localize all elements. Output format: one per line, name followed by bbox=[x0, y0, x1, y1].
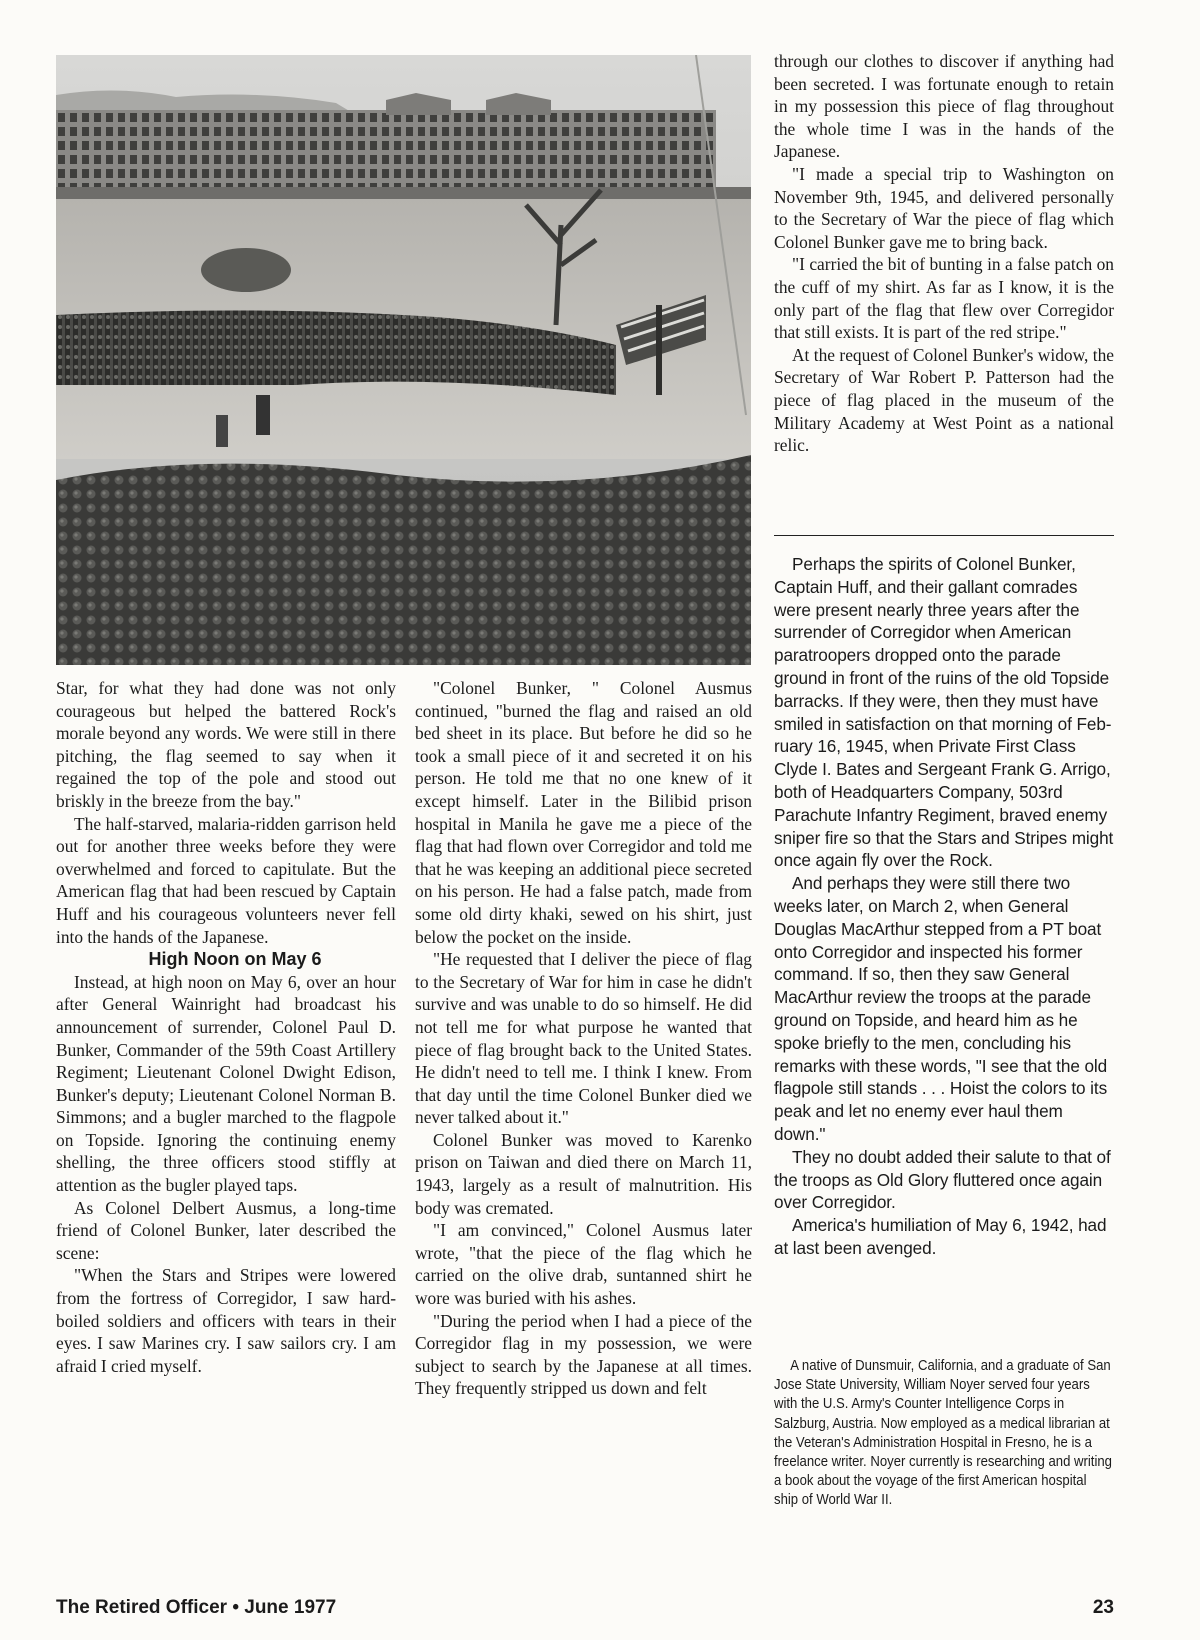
closing-paragraph: America's humiliation of May 6, 1942, had at last been avenged. bbox=[774, 1215, 1107, 1258]
col2-paragraph: "Colonel Bunker, " Colonel Ausmus continued, "burned the flag and raised an old bed sheet in its place. But before he did so he took a small piece of it and secreted it on his person. He told me that no one knew of it except himself. Later in the Bilibid prison hospital in Manila he gave me a piece of the flag that had flown over Corregidor and told me that he was keeping an additional piece secreted on his person. He had a false patch, made from some old dirty khaki, sewed on his shirt, just below the pocket on the inside. bbox=[415, 678, 752, 947]
col1-paragraph: Star, for what they had done was not only courageous but helped the battered Rock's morale beyond any words. We were still in there pitching, the flag seemed to say when it regained the top of the pole and stood out briskly in the breeze from the bay." bbox=[56, 678, 396, 811]
col1-paragraph: The half-starved, malaria-ridden garrison held out for another three weeks before they were overwhelmed and forced to capitulate. But the American flag that had been rescued by Captain Huff and his courageous volunteers never fell into the hands of the Japanese. bbox=[56, 813, 396, 947]
col3-paragraph: "I made a special trip to Washington on November 9th, 1945, and delivered personally to the Secretary of War the piece of flag which Colonel Bunker gave me to bring back. bbox=[774, 163, 1114, 252]
footer-publication: The Retired Officer • June 1977 bbox=[56, 1597, 337, 1618]
section-divider bbox=[774, 535, 1114, 536]
author-bio-text: A native of Dunsmuir, California, and a graduate of San Jose State University, William Noyer served four years with the U.S. Army's Counter Intelligence Corps in Salzburg, Austria. Now employed as a medical librarian at the Veteran's Administration Hospital in Fresno, he is a freelance writer. Noyer currently is researching and writing a book about the voyage of the first American hospital ship of World War II. bbox=[774, 1358, 1112, 1509]
col2-paragraph: "During the period when I had a piece of the Corregidor flag in my possession, we were subject to search by the Japanese at all times. They frequently stripped us down and felt bbox=[415, 1310, 752, 1399]
author-bio bbox=[774, 1357, 1114, 1511]
col2-paragraph: "I am convinced," Colonel Ausmus later wrote, "that the piece of the flag which he carried on the olive drab, suntanned shirt he wore was buried with his ashes. bbox=[415, 1220, 752, 1309]
column-3-closing bbox=[774, 553, 1114, 1260]
col3-paragraph: through our clothes to discover if anything had been secreted. I was fortunate enough to retain in my possession this piece of flag throughout the whole time I was in the hands of the Japanese. bbox=[774, 51, 1114, 162]
closing-paragraph: And perhaps they were still there two weeks later, on March 2, when General Douglas MacArthur stepped from a PT boat onto Corregidor and inspected his former command. If so, then they saw General MacArthur review the troops at the parade ground on Topside, and heard him as he spoke briefly to the men, concluding his remarks with these words, "I see that the old flagpole still stands . . . Hoist the colors to its peak and let no enemy ever haul them down." bbox=[774, 873, 1108, 1144]
col3-paragraph: "I carried the bit of bunting in a false patch on the cuff of my shirt. As far as I know, it is the only part of the flag that flew over Corregidor that still exists. It is part of the red stripe." bbox=[774, 254, 1114, 343]
col2-paragraph: Colonel Bunker was moved to Karenko prison on Taiwan and died there on March 11, 1943, largely as a result of malnutrition. His body was cremated. bbox=[415, 1129, 752, 1218]
closing-paragraph: They no doubt added their salute to that of the troops as Old Glory fluttered once again over Corregidor. bbox=[774, 1146, 1111, 1213]
closing-paragraph: Perhaps the spirits of Colonel Bunker, Captain Huff, and their gallant comrades were present nearly three years after the surrender of Corregidor when American paratroopers dropped onto the parade ground in front of the ruins of the old Topside barracks. If they were, then they must have smiled in satisfaction on that morning of February 16, 1945, when Private First Class Clyde I. Bates and Sergeant Frank G. Arrigo, both of Headquarters Company, 503rd Parachute Infantry Regiment, braved enemy sniper fire so that the Stars and Stripes might once again fly over the Rock. bbox=[774, 554, 1114, 871]
col2-paragraph: "He requested that I deliver the piece of flag to the Secretary of War for him in case he didn't survive and was unable to do so himself. He did not tell me for what purpose he wanted that piece of flag brought back to the United States. He didn't need to tell me. I think I knew. From that day until the time Colonel Bunker died we never talked about it." bbox=[415, 949, 752, 1128]
col3-paragraph: At the request of Colonel Bunker's widow, the Secretary of War Robert P. Patterson had the piece of flag placed in the museum of the Military Academy at West Point as a national relic. bbox=[774, 344, 1114, 456]
col1-paragraph: As Colonel Delbert Ausmus, a long-time friend of Colonel Bunker, later described the scene: bbox=[56, 1197, 396, 1263]
parade-flag-raising-photo bbox=[56, 55, 751, 665]
page-number: 23 bbox=[1092, 1597, 1114, 1618]
photo-illustration bbox=[56, 55, 751, 665]
column-1 bbox=[56, 677, 396, 1377]
col1-paragraph: "When the Stars and Stripes were lowered from the fortress of Corregidor, I saw hard-boiled soldiers and officers with tears in their eyes. I saw Marines cry. I saw sailors cry. I am afraid I cried myself. bbox=[56, 1265, 396, 1376]
col1-paragraph: Instead, at high noon on May 6, over an hour after General Wainright had broadcast his announcement of surrender, Colonel Paul D. Bunker, Commander of the 59th Coast Artillery Regiment; Lieutenant Colonel Dwight Edison, Bunker's deputy; Lieutenant Colonel Norman B. Simmons; and a bugler marched to the flagpole on Topside. Ignoring the continuing enemy shelling, the three officers stood stiffly at attention as the bugler played taps. bbox=[56, 971, 396, 1196]
section-subheading: High Noon on May 6 bbox=[148, 949, 322, 970]
column-3-top bbox=[774, 50, 1114, 457]
column-2 bbox=[415, 677, 752, 1400]
